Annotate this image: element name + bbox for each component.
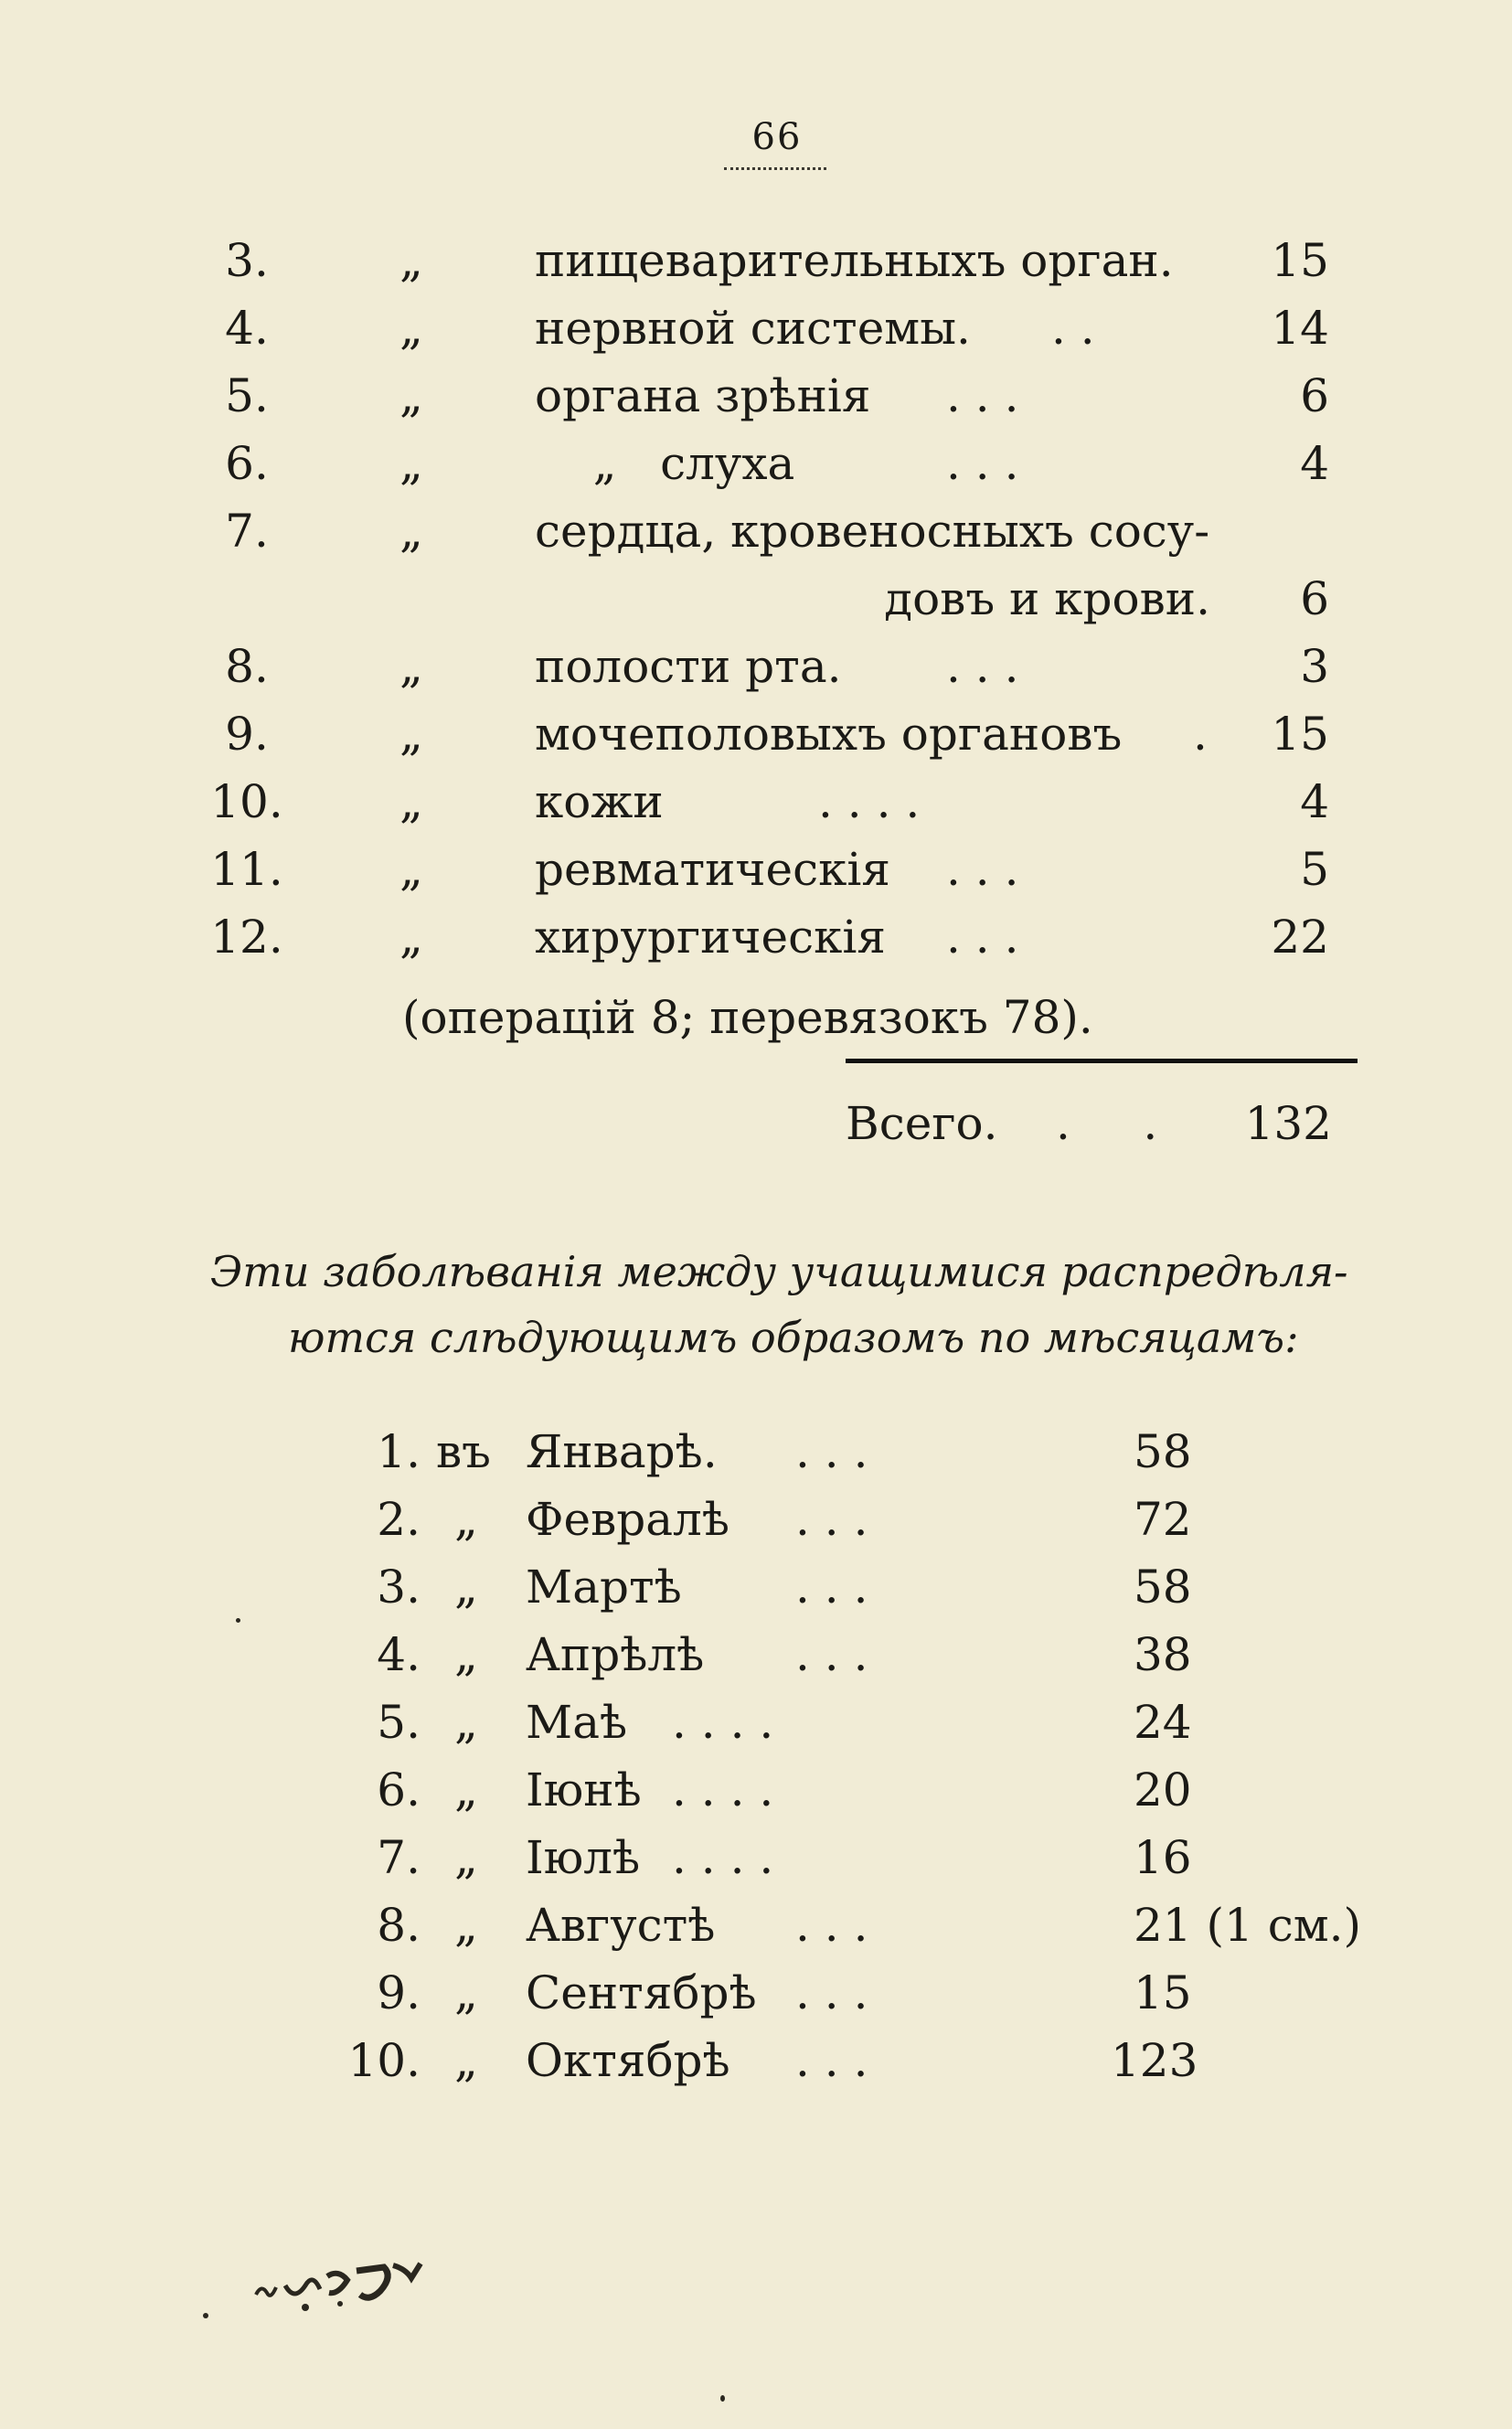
list-item: [0, 569, 1512, 629]
ditto-mark: „: [399, 843, 423, 896]
leader-dots: . . .: [946, 369, 1019, 422]
leader-dots: . . . .: [672, 1763, 774, 1816]
item-number: 9.: [225, 708, 269, 761]
ditto-mark: „: [454, 1561, 478, 1614]
item-name: кожи: [535, 775, 664, 828]
list-item: [0, 2030, 1512, 2091]
item-number: 5.: [377, 1696, 421, 1749]
ditto-mark: „: [399, 302, 423, 355]
list-item: [0, 704, 1512, 764]
paragraph-line: ются слѣдующимъ образомъ по мѣсяцамъ:: [288, 1313, 1299, 1362]
month-count: 58: [1134, 1561, 1192, 1614]
item-name: мочеполовыхъ органовъ: [535, 708, 1123, 761]
month-count: 72: [1134, 1493, 1192, 1546]
item-number: 7.: [225, 505, 269, 558]
list-item: [0, 366, 1512, 426]
list-item: [0, 1422, 1512, 1482]
item-name: сердца, кровеносныхъ сосу-: [535, 505, 1210, 558]
item-count: 14: [1271, 302, 1329, 355]
item-number: 4.: [377, 1628, 421, 1681]
ditto-mark: „: [399, 437, 423, 490]
month-count: 21 (1 см.): [1134, 1899, 1362, 1952]
leader-dots: .: [1193, 708, 1208, 761]
month-name: Іюнѣ: [526, 1763, 642, 1816]
month-count: 24: [1134, 1696, 1192, 1749]
leader-dots: . . .: [946, 437, 1019, 490]
month-name: Январѣ.: [526, 1425, 718, 1478]
ditto-mark: „: [454, 1763, 478, 1816]
item-count: 6: [1300, 572, 1329, 625]
list-item: [0, 230, 1512, 291]
month-name: Мартѣ: [526, 1561, 682, 1614]
list-item: [0, 1489, 1512, 1550]
list-item: [0, 636, 1512, 697]
item-count: 5: [1300, 843, 1329, 896]
list-item: [0, 1895, 1512, 1955]
leader-dots: . .: [1051, 302, 1095, 355]
item-number: 7.: [377, 1831, 421, 1884]
list-item: [0, 839, 1512, 900]
ditto-mark: „: [454, 1831, 478, 1884]
item-count: 15: [1271, 234, 1329, 287]
item-number: 9.: [377, 1966, 421, 2019]
item-name: „ слуха: [535, 437, 795, 490]
ditto-mark: „: [454, 1966, 478, 2019]
leader-dots: . . .: [795, 1628, 868, 1681]
item-count: 4: [1300, 437, 1329, 490]
ditto-mark: „: [399, 505, 423, 558]
ink-speck: [720, 2395, 725, 2402]
month-count: 38: [1134, 1628, 1192, 1681]
item-number: 2.: [377, 1493, 421, 1546]
list-item: [0, 1760, 1512, 1820]
item-number: 8.: [225, 640, 269, 693]
item-number: 6.: [225, 437, 269, 490]
leader-dots: . . . .: [818, 775, 921, 828]
ditto-mark: „: [399, 775, 423, 828]
item-number: 12.: [210, 911, 283, 964]
month-count: 123: [1111, 2034, 1198, 2087]
month-count: 16: [1134, 1831, 1192, 1884]
item-number: 8.: [377, 1899, 421, 1952]
item-name: нервной системы.: [535, 302, 971, 355]
item-name: полости рта.: [535, 640, 842, 693]
total-value: 132: [1244, 1097, 1332, 1150]
surgical-note: (операцій 8; перевязокъ 78).: [402, 991, 1093, 1044]
ditto-mark: „: [454, 1899, 478, 1952]
leader-dots: . . .: [946, 843, 1019, 896]
paragraph-line: Эти заболѣванія между учащимися распредѣля-: [210, 1247, 1348, 1296]
ditto-mark: „: [454, 2034, 478, 2087]
list-item: [0, 1827, 1512, 1888]
month-name: Августѣ: [526, 1899, 716, 1952]
item-name: хирургическія: [535, 911, 886, 964]
leader-dots: . . .: [795, 1966, 868, 2019]
leader-dots: . . .: [946, 640, 1019, 693]
item-number: 1.: [377, 1425, 421, 1478]
ink-smudge-mark: [249, 2258, 441, 2322]
leader-dots: . . . .: [672, 1696, 774, 1749]
list-item: [0, 1625, 1512, 1685]
month-count: 58: [1134, 1425, 1192, 1478]
ditto-mark: „: [399, 708, 423, 761]
month-count: 15: [1134, 1966, 1192, 2019]
list-item: [0, 1963, 1512, 2023]
month-count: 20: [1134, 1763, 1192, 1816]
ditto-mark: „: [399, 369, 423, 422]
item-name: ревматическія: [535, 843, 890, 896]
item-name: органа зрѣнія: [535, 369, 871, 422]
leader-dots: . . .: [946, 911, 1019, 964]
ditto-mark: „: [399, 640, 423, 693]
page-number: 66: [751, 116, 803, 158]
ditto-mark: „: [454, 1696, 478, 1749]
total-label: Всего.: [846, 1097, 998, 1150]
leader-dots: . . .: [795, 2034, 868, 2087]
list-item: [0, 501, 1512, 561]
month-name: Іюлѣ: [526, 1831, 641, 1884]
month-name: Сентябрѣ: [526, 1966, 757, 2019]
month-name: Февралѣ: [526, 1493, 729, 1546]
month-name: Маѣ: [526, 1696, 628, 1749]
leader-dots: . .: [1056, 1097, 1158, 1150]
item-count: 4: [1300, 775, 1329, 828]
item-number: 3.: [377, 1561, 421, 1614]
item-count: 15: [1271, 708, 1329, 761]
item-count: 22: [1271, 911, 1329, 964]
month-name: Апрѣлѣ: [526, 1628, 705, 1681]
item-name-continuation: довъ и крови.: [884, 572, 1210, 625]
leader-dots: . . .: [795, 1493, 868, 1546]
item-number: 11.: [210, 843, 283, 896]
page-number-underline: [724, 167, 826, 170]
list-item: [0, 298, 1512, 358]
item-count: 3: [1300, 640, 1329, 693]
ditto-mark: „: [454, 1493, 478, 1546]
total-row: [846, 1093, 1332, 1154]
ditto-mark: „: [399, 911, 423, 964]
item-number: 6.: [377, 1763, 421, 1816]
month-name: Октябрѣ: [526, 2034, 730, 2087]
leader-dots: . . .: [795, 1561, 868, 1614]
item-number: 10.: [347, 2034, 421, 2087]
ink-speck: [236, 1618, 240, 1623]
list-item: [0, 772, 1512, 832]
total-rule: [846, 1059, 1358, 1063]
month-prefix: въ: [436, 1425, 491, 1478]
leader-dots: . . .: [795, 1899, 868, 1952]
leader-dots: . . . .: [672, 1831, 774, 1884]
ditto-mark: „: [399, 234, 423, 287]
item-number: 5.: [225, 369, 269, 422]
item-number: 3.: [225, 234, 269, 287]
list-item: [0, 907, 1512, 967]
list-item: [0, 433, 1512, 494]
item-name: пищеварительныхъ орган.: [535, 234, 1174, 287]
item-number: 4.: [225, 302, 269, 355]
list-item: [0, 1557, 1512, 1617]
ink-speck: [203, 2313, 208, 2318]
leader-dots: . . .: [795, 1425, 868, 1478]
item-count: 6: [1300, 369, 1329, 422]
ditto-mark: „: [454, 1628, 478, 1681]
item-number: 10.: [210, 775, 283, 828]
list-item: [0, 1692, 1512, 1753]
